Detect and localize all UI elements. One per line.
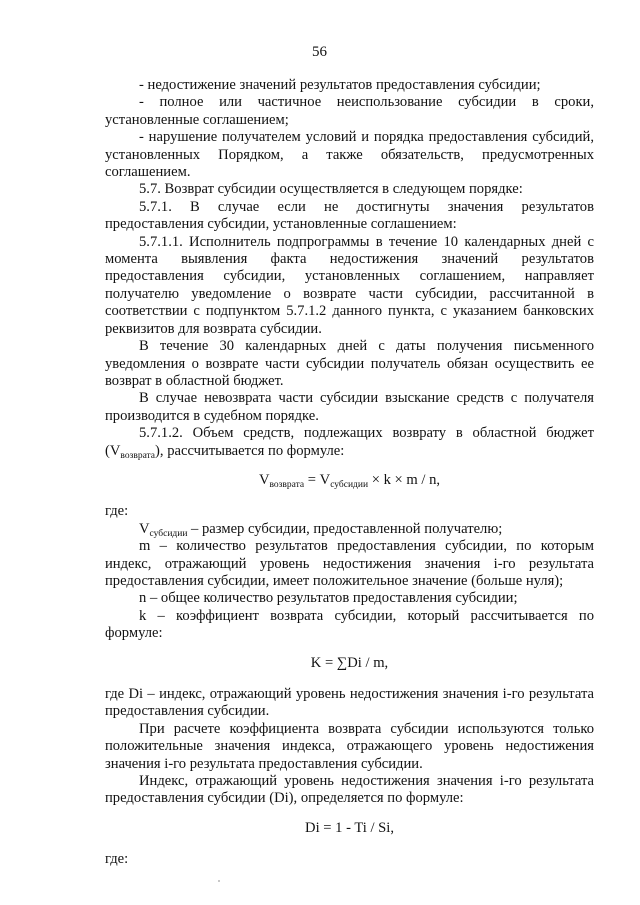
definition-k: k – коэффициент возврата субсидии, который рассчитывается по формуле: [105,607,594,642]
paragraph-bullet-1: - недостижение значений результатов предоставления субсидии; [139,77,541,93]
scan-speck [218,880,220,882]
formula-v-return: $V_{возврата} = V_{субсидии} \times k \times m / n$, [258,471,441,490]
paragraph-court: В случае невозврата части субсидии взыскание средств с получателя производится в судебном порядке. [105,390,594,424]
paragraph-5-7-1: 5.7.1. В случае если не достигнуты значения результатов предоставления субсидии, установленные соглашением: [105,198,594,233]
paragraph-di-formula-intro: Индекс, отражающий уровень недостижения значения i-го результата предоставления субсидии (Di), определяется по формуле: [105,773,594,807]
where-label-1: где: [105,503,129,520]
formula-k: K = ∑Di / m, [310,654,389,671]
definition-v-subsidy: $V_{субсидии}$ – размер субсидии, предоставленной получателю; [139,520,503,539]
paragraph-5-7-1-2: 5.7.1.2. Объем средств, подлежащих возврату в областной бюджет $(V_{возврата})$, рассчитывается по формуле: [105,425,594,461]
where-label-2: где: [105,851,129,868]
paragraph-5-7-1-1: 5.7.1.1. Исполнитель подпрограммы в течение 10 календарных дней с момента выявления факта недостижения значений результатов предоставления субсидии, установленных соглашением, направляет получателю уведомление о возврате части субсидии, рассчитанной в соответствии с подпунктом 5.7.1.2 данного пункта, с указанием банковских реквизитов для возврата субсидии. [105,233,594,337]
definition-n: n – общее количество результатов предоставления субсидии; [139,590,518,607]
page-number: 56 [312,44,327,60]
paragraph-5-7: 5.7. Возврат субсидии осуществляется в следующем порядке: [139,181,523,198]
paragraph-30-days: В течение 30 календарных дней с даты получения письменного уведомления о возврате части субсидии получатель обязан осуществить ее возврат в областной бюджет. [105,338,594,389]
paragraph-bullet-3: - нарушение получателем условий и порядка предоставления субсидий, установленных Порядком, а также обязательств, предусмотренных соглашением. [105,129,594,181]
paragraph-positive-values: При расчете коэффициента возврата субсидии используются только положительные значения индекса, отражающего уровень недостижения значения i-го результата предоставления субсидии. [105,720,594,772]
definition-m: m – количество результатов предоставления субсидии, по которым индекс, отражающий уровень недостижения значения i-го результата предоставления субсидии, имеет положительное значение (больше нуля); [105,538,594,589]
paragraph-bullet-2: - полное или частичное неиспользование субсидии в сроки, установленные соглашением; [105,94,594,128]
paragraph-di-index: где Di – индекс, отражающий уровень недостижения значения i-го результата предоставления субсидии. [105,686,594,720]
formula-di: Di = 1 - Ti / Si, [305,819,394,836]
